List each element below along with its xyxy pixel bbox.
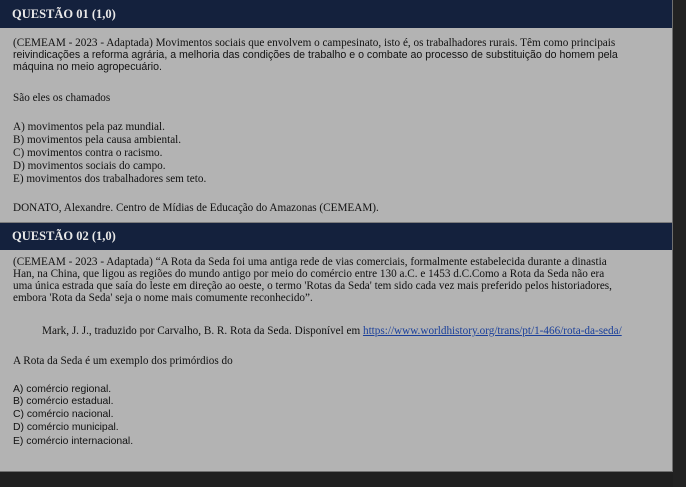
question-1-option-d[interactable]: D) movimentos sociais do campo.	[13, 160, 166, 172]
question-2-statement-line-2: Han, na China, que ligou as regiões do mundo antigo por meio do comércio entre 130 a.C. e 1453 d.C.Como a Rota da Seda não era	[13, 268, 605, 280]
question-1-option-c[interactable]: C) movimentos contra o racismo.	[13, 147, 163, 159]
question-1-prompt: São eles os chamados	[13, 92, 111, 104]
question-2-statement-line-3: uma única estrada que saía do leste em direção ao oeste, o termo 'Rotas da Seda' tem sido cada vez mais preferido pelos historiadores,	[13, 280, 612, 292]
question-2-reference-text: Mark, J. J., traduzido por Carvalho, B. R. Rota da Seda. Disponível em	[42, 325, 363, 337]
question-1-option-b[interactable]: B) movimentos pela causa ambiental.	[13, 134, 182, 146]
window-edge	[673, 0, 686, 487]
question-1-source: DONATO, Alexandre. Centro de Mídias de Educação do Amazonas (CEMEAM).	[13, 202, 379, 214]
question-1-option-e[interactable]: E) movimentos dos trabalhadores sem teto.	[13, 173, 207, 185]
question-2-statement-line-4: embora 'Rota da Seda' seja o nome mais comumente reconhecido”.	[13, 292, 313, 304]
question-1-statement-line-3: máquina no meio agropecuário.	[13, 61, 162, 73]
question-2-option-c[interactable]: C) comércio nacional.	[13, 409, 114, 420]
question-2-prompt: A Rota da Seda é um exemplo dos primórdios do	[13, 355, 233, 367]
question-2-statement-line-1: (CEMEAM - 2023 - Adaptada) “A Rota da Seda foi uma antiga rede de vias comerciais, formalmente estabelecida durante a dinastia	[13, 256, 607, 268]
question-2-option-e[interactable]: E) comércio internacional.	[13, 436, 134, 447]
question-1-option-a[interactable]: A) movimentos pela paz mundial.	[13, 121, 165, 133]
question-2-header	[0, 223, 672, 250]
question-2-option-a[interactable]: A) comércio regional.	[13, 384, 112, 395]
question-1-header	[0, 0, 672, 28]
question-2-title: QUESTÃO 02 (1,0)	[12, 229, 116, 243]
question-1-statement-line-1: (CEMEAM - 2023 - Adaptada) Movimentos sociais que envolvem o campesinato, isto é, os trabalhadores rurais. Têm como principais	[13, 37, 616, 49]
question-2-option-d[interactable]: D) comércio municipal.	[13, 422, 119, 433]
question-2-reference	[42, 326, 672, 338]
question-1-statement-line-2: reivindicações a reforma agrária, a melhoria das condições de trabalho e o combate ao processo de substituição do homem pela	[13, 49, 618, 61]
question-1-title: QUESTÃO 01 (1,0)	[12, 6, 116, 21]
question-2-reference-link[interactable]: https://www.worldhistory.org/trans/pt/1-466/rota-da-seda/	[362, 325, 622, 337]
question-2-option-b[interactable]: B) comércio estadual.	[13, 396, 114, 407]
